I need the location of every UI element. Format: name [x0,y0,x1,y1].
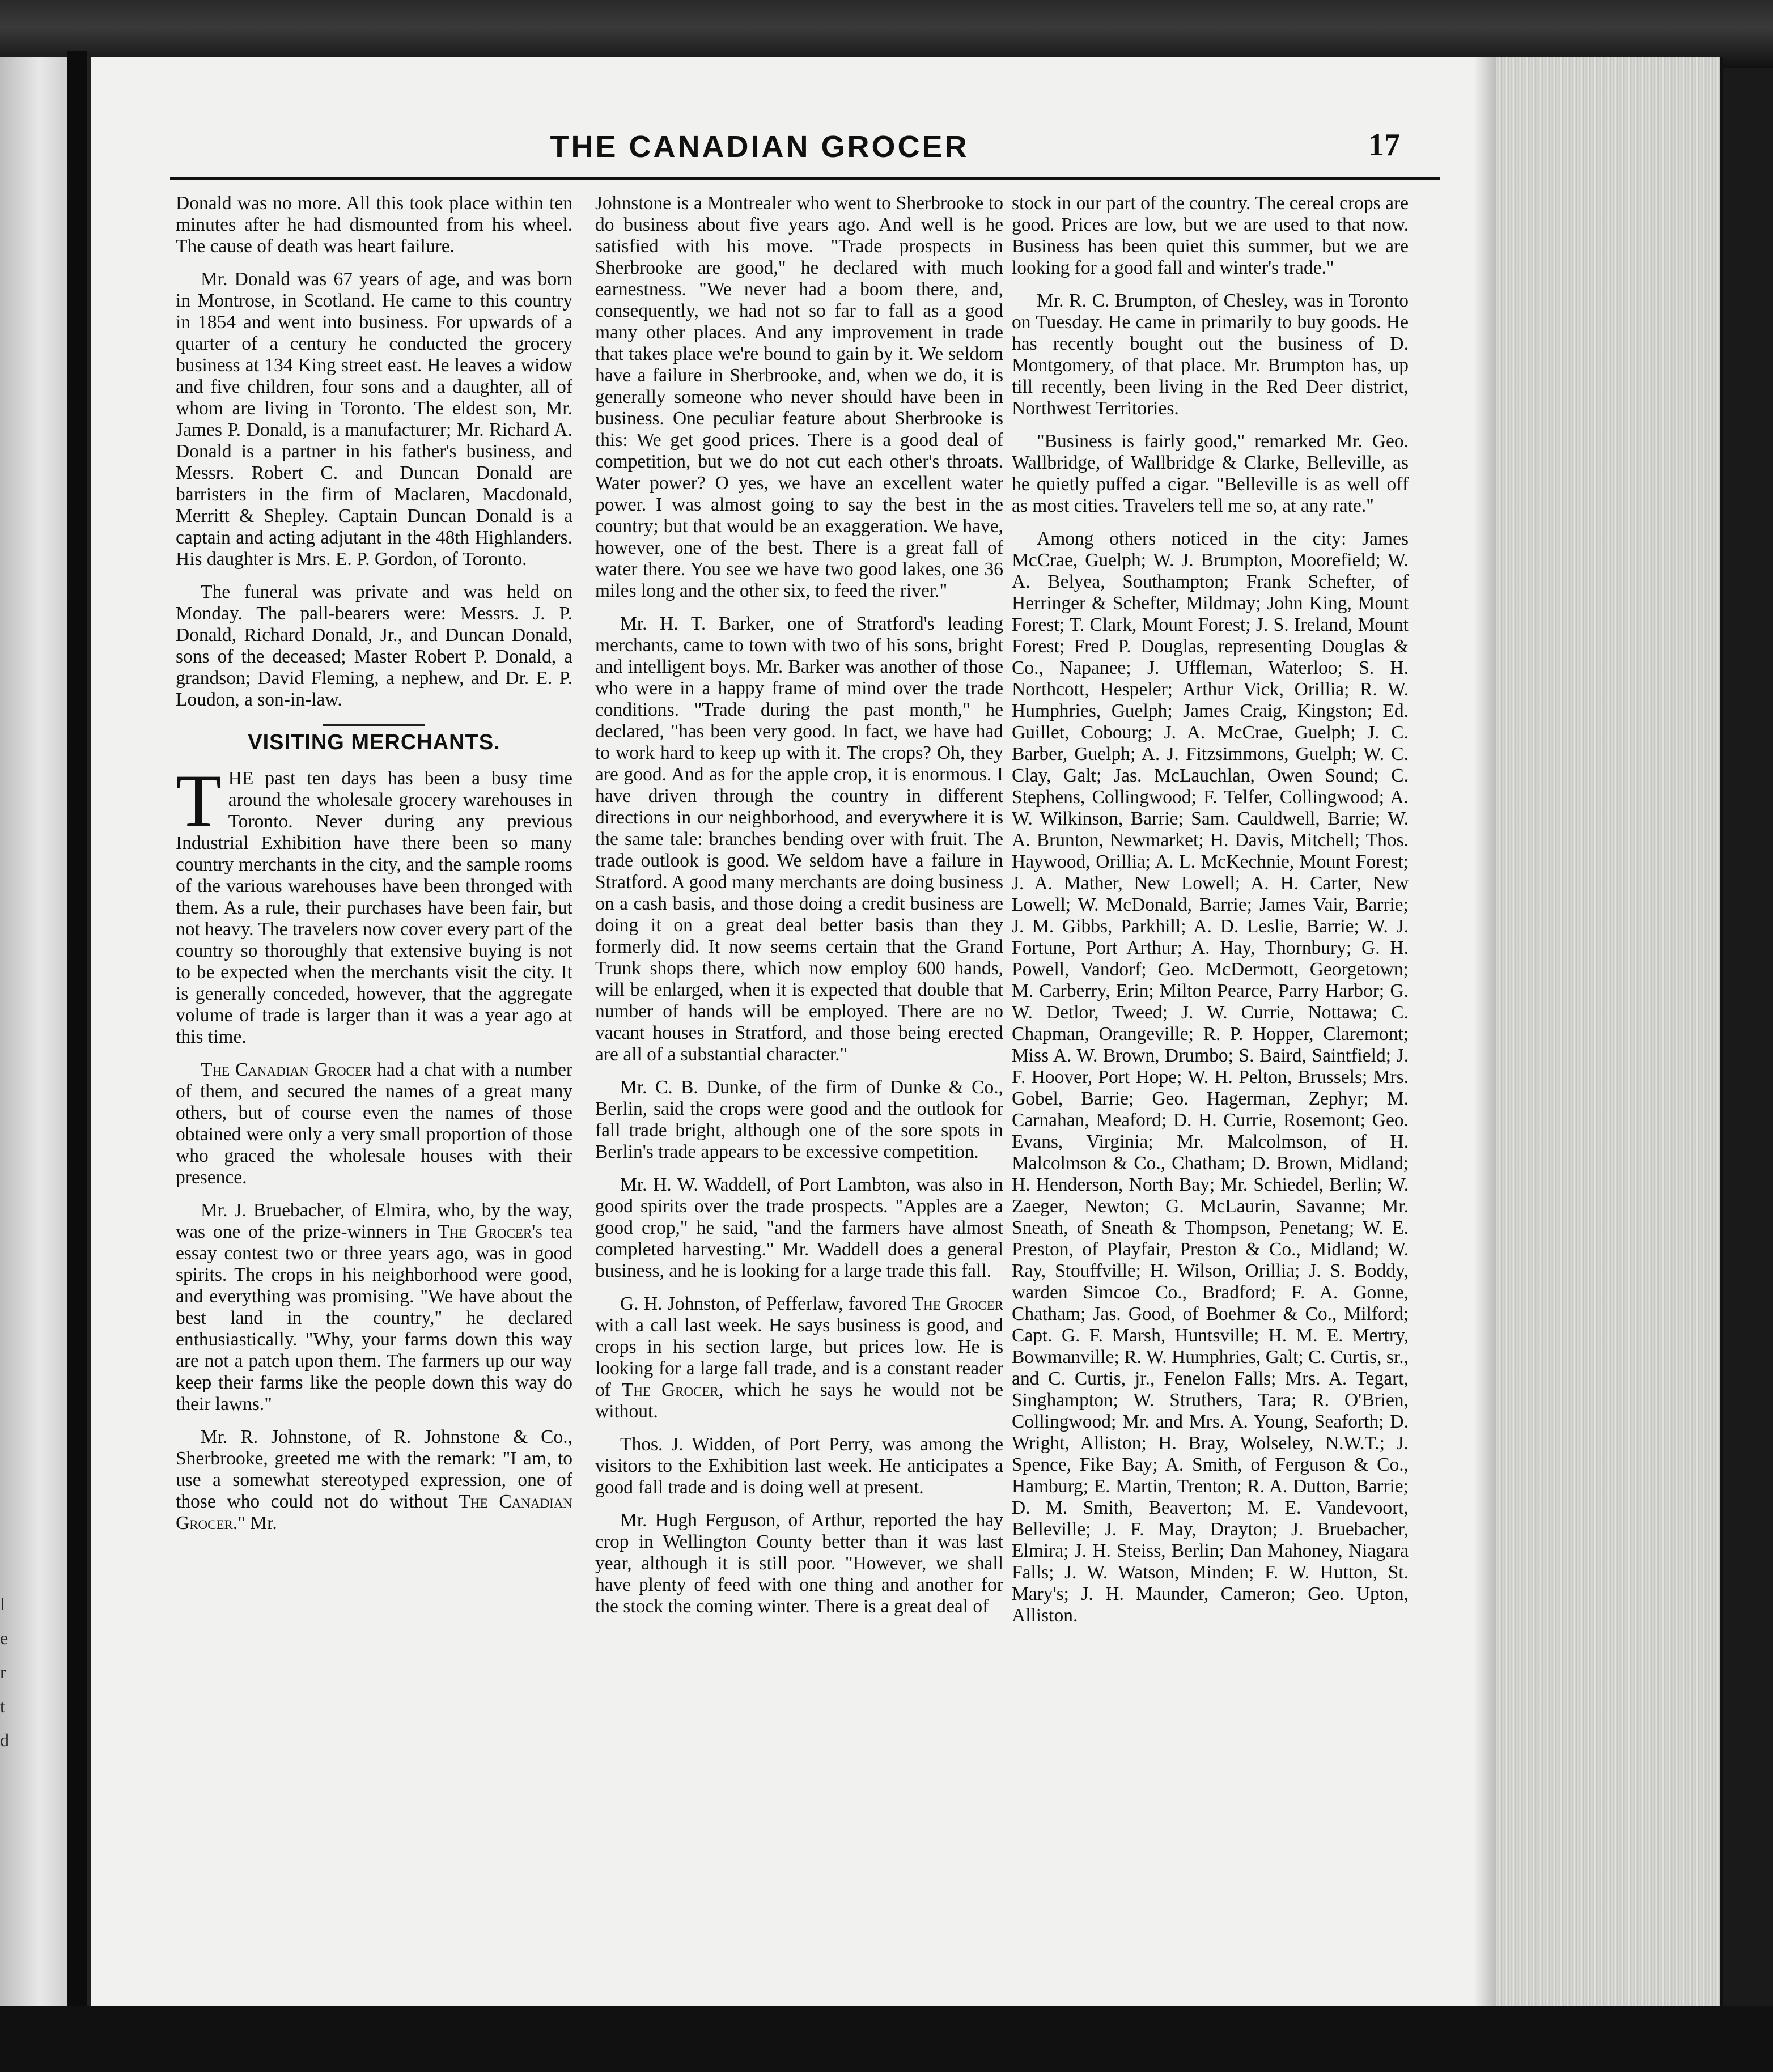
paragraph-text: had a chat with a number of them, and secured the names of a great many others, but of course even the names of those obtained were only a very small proportion of those who graced the wholesale houses with their presence. [176,1059,572,1188]
publication-name: The Canadian Grocer [176,1491,572,1534]
section-rule [323,724,425,726]
publication-name: The Grocer [621,1379,719,1400]
margin-fragment: e [0,1628,9,1648]
paragraph-text: ." Mr. [232,1513,277,1534]
paragraph: Thos. J. Widden, of Port Perry, was among the visitors to the Exhibition last week. He anticipates a good fall trade and is doing well at present. [595,1434,1003,1498]
paragraph: Mr. H. W. Waddell, of Port Lambton, was also in good spirits over the trade prospects. "Apples are a good crop," he said, "and the farmers have almost completed harvesting." Mr. Waddell does a general business, and he is looking for a large trade this fall. [595,1174,1003,1281]
paragraph-text: tea essay contest two or three years ago, was in good spirits. The crops in his neighborhood were good, and everything was promising. "We have about the best land in the country," he declared enthusiastically. "Why, your farms down this way are not a patch upon them. The farmers up our way keep their farms like the people down this way do their lawns." [176,1221,573,1415]
paragraph [595,1293,1003,1423]
paragraph: Mr. R. C. Brumpton, of Chesley, was in Toronto on Tuesday. He came in primarily to buy goods. He has recently bought out the business of D. Montgomery, of that place. Mr. Brumpton has, up till recently, been living in the Red Deer district, Northwest Territories. [1012,290,1409,419]
paragraph [176,1200,572,1415]
page-number: 17 [1368,128,1400,163]
drop-cap: T [176,759,222,842]
margin-fragment: d [0,1730,9,1750]
paragraph: Donald was no more. All this took place within ten minutes after he had dismounted from his wheel. The cause of death was heart failure. [176,193,572,257]
paragraph-text: G. H. Johnston, of Pefferlaw, favored [620,1293,912,1314]
paragraph-text: , which he says he would not be without. [595,1379,1004,1422]
paragraph: Mr. Hugh Ferguson, of Arthur, reported the hay crop in Wellington County better than it was last year, although it is still poor. "However, we shall have plenty of feed with one thing and another for the stock the coming winter. There is a great deal of [595,1510,1003,1617]
publication-name: The Grocer's [438,1221,543,1242]
margin-fragment: t [0,1696,5,1716]
paragraph: "Business is fairly good," remarked Mr. Geo. Wallbridge, of Wallbridge & Clarke, Belleville, as he quietly puffed a cigar. "Belleville is as well off as most cities. Travelers tell me so, at any rate." [1012,431,1409,516]
book-page-stack [1496,57,1723,2012]
column-2 [595,193,1003,1629]
publication-name: The Canadian Grocer [201,1059,372,1080]
page-header [119,119,1400,176]
column-3 [1012,193,1409,1638]
paragraph: Mr. C. B. Dunke, of the firm of Dunke & Co., Berlin, said the crops were good and the outlook for fall trade bright, although one of the sore spots in Berlin's trade appears to be excessive competition. [595,1077,1003,1162]
paragraph-text: Mr. J. Bruebacher, of Elmira, who, by the way, was one of the prize-winners in [176,1200,572,1242]
book-gutter [67,51,87,2023]
section-heading: VISITING MERCHANTS. [248,731,500,754]
paragraph: Among others noticed in the city: James McCrae, Guelph; W. J. Brumpton, Moorefield; W. A. Belyea, Southampton; Frank Schefter, of Herringer & Schefter, Mildmay; John King, Mount Forest; T. Clark, Mount Forest; J. S. Ireland, Mount Forest; Fred P. Douglas, representing Douglas & Co., Napanee; J. Uffleman, Waterloo; S. H. Northcott, Hespeler; Arthur Vick, Orillia; R. W. Humphries, Guelph; James Craig, Kingston; Ed. Guillet, Cobourg; J. A. McCrae, Guelph; J. C. Barber, Guelph; A. J. Fitzsimmons, Guelph; W. C. Clay, Galt; Jas. McLauchlan, Owen Sound; C. Stephens, Collingwood; F. Telfer, Collingwood; A. W. Wilkinson, Barrie; Sam. Cauldwell, Barrie; W. A. Brunton, Newmarket; H. Davis, Mitchell; Thos. Haywood, Orillia; A. L. McKechnie, Mount Forest; J. A. Mather, New Lowell; A. H. Carter, New Lowell; W. McDonald, Barrie; James Vair, Barrie; J. M. Gibbs, Parkhill; A. D. Leslie, Barrie; W. J. Fortune, Port Arthur; A. Hay, Thornbury; G. H. Powell, Vandorf; Geo. McDermott, Georgetown; M. Carberry, Erin; Milton Pearce, Parry Harbor; G. W. Detlor, Tweed; J. W. Currie, Nottawa; C. Chapman, Orangeville; R. P. Hopper, Claremont; Miss A. W. Brown, Drumbo; S. Baird, Saintfield; J. F. Hoover, Port Hope; W. H. Pelton, Brussels; Mrs. Gobel, Barrie; Geo. Hagerman, Zephyr; M. Carnahan, Meaford; D. H. Currie, Rosemont; Geo. Evans, Virginia; Mr. Malcolmson, of H. Malcolmson & Co., Chatham; D. Brown, Midland; H. Henderson, North Bay; Mr. Schiedel, Berlin; W. Zaeger, Newton; G. McLaurin, Savanne; Mr. Sneath, of Sneath & Thompson, Penetang; W. E. Preston, of Playfair, Preston & Co., Midland; W. Ray, Stouffville; H. Wilson, Orillia; J. S. Boddy, warden Simcoe Co., Bradford; F. A. Gonne, Chatham; Jas. Good, of Boehmer & Co., Milford; Capt. G. F. Marsh, Huntsville; H. M. E. Mertry, Bowmanville; R. W. Humphries, Galt; C. Curtis, sr., and C. Curtis, jr., Fenelon Falls; Mrs. A. Tegart, Singhampton; W. Struthers, Tara; R. O'Brien, Collingwood; Mr. and Mrs. A. Young, Seaforth; D. Wright, Alliston; H. Bray, Wolseley, N.W.T.; J. Spence, Fike Bay; A. Smith, of Ferguson & Co., Hamburg; E. Martin, Trenton; R. A. Dutton, Barrie; D. M. Smith, Beaverton; M. E. Vandevoort, Belleville; J. F. May, Drayton; J. Bruebacher, Elmira; J. H. Steiss, Berlin; Dan Mahoney, Niagara Falls; J. W. Watson, Minden; F. W. Hutton, St. Mary's; J. H. Maunder, Cameron; Geo. Upton, Alliston. [1012,528,1409,1626]
paragraph [176,759,572,1048]
running-title: THE CANADIAN GROCER [550,130,969,164]
column-1 [176,193,572,1545]
left-margin-fragments [0,1587,17,1904]
paragraph [176,1426,572,1534]
scan-bottom-border [0,2006,1773,2072]
paragraph-text: HE past ten days has been a busy time around the wholesale grocery warehouses in Toronto. Never during any previous Industrial Exhibition have there been so many country merchants in the city, and the sample rooms of the various warehouses have been thronged with them. As a rule, their purchases have been fair, but not heavy. The travelers now cover every part of the country so thoroughly that extensive buying is not to be expected when the merchants visit the city. It is generally conceded, however, that the aggregate volume of trade is larger than it was a year ago at this time. [176,768,572,1047]
margin-fragment: l [0,1594,5,1614]
publication-name: The Grocer [911,1293,1003,1314]
paragraph: The funeral was private and was held on Monday. The pall-bearers were: Messrs. J. P. Donald, Richard Donald, Jr., and Duncan Donald, sons of the deceased; Master Robert P. Donald, a grandson; David Fleming, a nephew, and Dr. E. P. Loudon, a son-in-law. [176,581,572,710]
paragraph [176,1059,572,1188]
paragraph: Mr. H. T. Barker, one of Stratford's leading merchants, came to town with two of his sons, bright and intelligent boys. Mr. Barker was another of those who were in a happy frame of mind over the trade conditions. "Trade during the past month," he declared, "has been very good. In fact, we have had to work hard to keep up with it. The crops? Oh, they are good. And as for the apple crop, it is enormous. I have driven through the country in different directions in our neighborhood, and everywhere it is the same tale: branches bending over with fruit. The trade outlook is good. We seldom have a failure in Stratford. A good many merchants are doing business on a cash basis, and those doing a credit business are doing it on a great deal better basis than they formerly did. It now seems certain that the Grand Trunk shops there, which now employ 600 hands, will be enlarged, when it is expected that double that number of hands will be employed. There are no vacant houses in Stratford, and those being erected are all of a substantial character." [595,613,1003,1065]
paragraph: stock in our part of the country. The cereal crops are good. Prices are low, but we are used to that now. Business has been quiet this summer, but we are looking for a good fall and winter's trade." [1012,193,1409,278]
paragraph: Mr. Donald was 67 years of age, and was born in Montrose, in Scotland. He came to this country in 1854 and went into business. For upwards of a quarter of a century he conducted the grocery business at 134 King street east. He leaves a widow and five children, four sons and a daughter, all of whom are living in Toronto. The eldest son, Mr. James P. Donald, is a manufacturer; Mr. Richard A. Donald is a partner in his father's business, and Messrs. Robert C. and Duncan Donald are barristers in the firm of Maclaren, Macdonald, Merritt & Shepley. Captain Duncan Donald is a captain and acting adjutant in the 48th Highlanders. His daughter is Mrs. E. P. Gordon, of Toronto. [176,269,572,570]
margin-fragment: r [0,1662,6,1682]
paragraph-text: Mr. R. Johnstone, of R. Johnstone & Co., Sherbrooke, greeted me with the remark: "I am, to use a somewhat stereotyped expression, one of those who could not do without [176,1426,572,1512]
paragraph-text: with a call last week. He says business is good, and crops in his section large, but prices low. He is looking for a large fall trade, and is a constant reader of [595,1315,1003,1400]
header-rule [170,177,1440,180]
paragraph: Johnstone is a Montrealer who went to Sherbrooke to do business about five years ago. And well is he satisfied with his move. "Trade prospects in Sherbrooke are good," he declared with much earnestness. "We never had a boom there, and, consequently, we had not so far to fall as a good many other places. And any improvement in trade that takes place we're bound to gain by it. We seldom have a failure in Sherbrooke, and, when we do, it is generally someone who never should have been in business. One peculiar feature about Sherbrooke is this: We get good prices. There is a good deal of competition, but we do not cut each other's throats. Water power? O yes, we have an excellent water power. I was almost going to say the best in the country; but that would be an exaggeration. We have, however, one of the best. There is a great fall of water there. You see we have two good lakes, one 36 miles long and the other six, to feed the river." [595,193,1003,601]
